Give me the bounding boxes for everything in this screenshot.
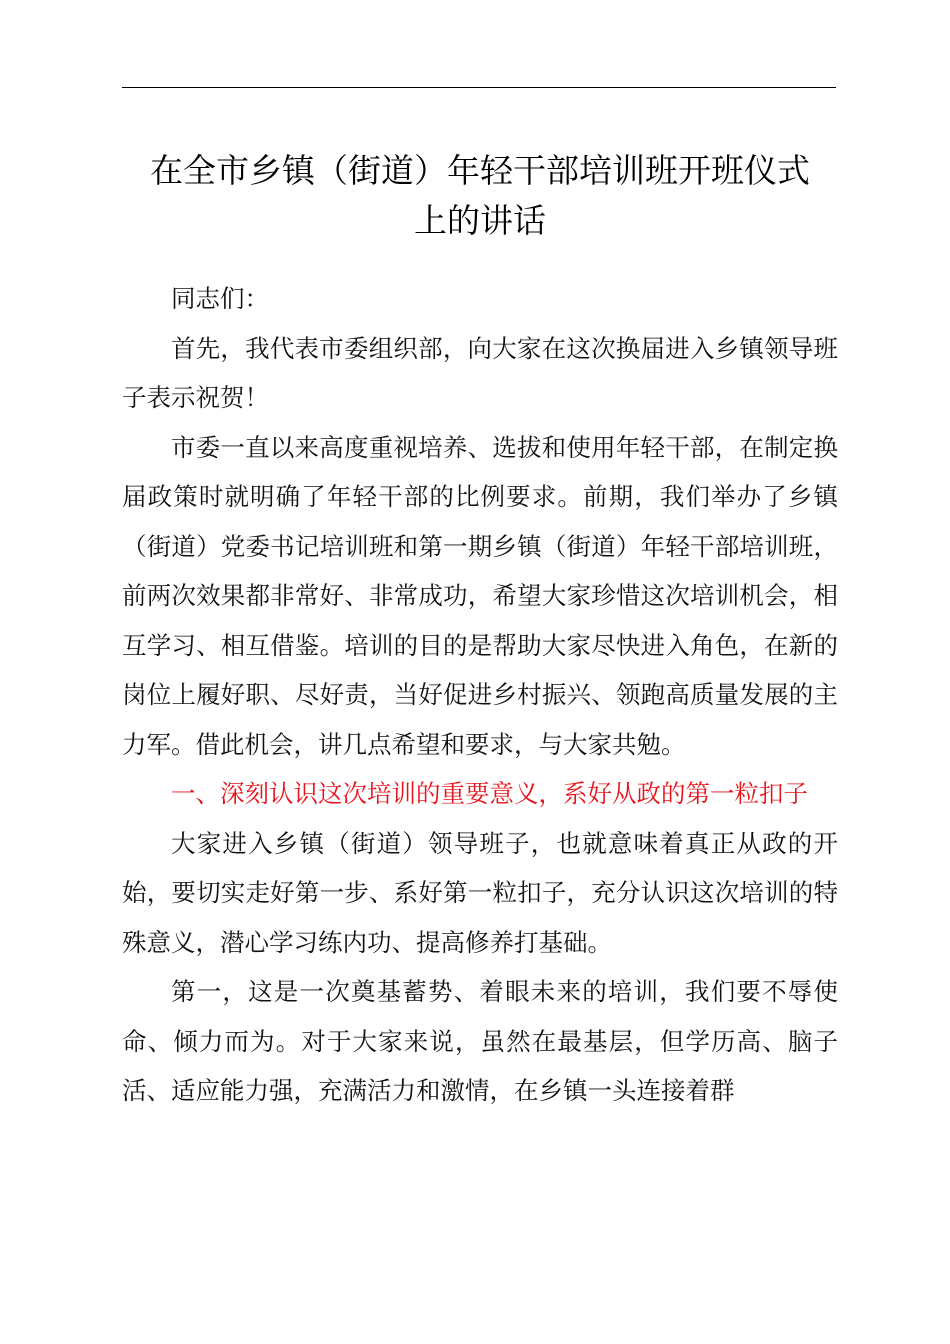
paragraph-congratulations: 首先，我代表市委组织部，向大家在这次换届进入乡镇领导班子表示祝贺！ — [122, 333, 838, 412]
paragraph-section1-intro: 大家进入乡镇（街道）领导班子，也就意味着真正从政的开始，要切实走好第一步、系好第一粒扣子，充分认识这次培训的特殊意义，潜心学习练内功、提高修养打基础。 — [122, 828, 838, 957]
title-line-1: 在全市乡镇（街道）年轻干部培训班开班仪式 — [150, 151, 810, 190]
title-line-2: 上的讲话 — [414, 201, 546, 240]
paragraph-background: 市委一直以来高度重视培养、选拔和使用年轻干部，在制定换届政策时就明确了年轻干部的比例要求。前期，我们举办了乡镇（街道）党委书记培训班和第一期乡镇（街道）年轻干部培训班，前两次效果都非常好、非常成功，希望大家珍惜这次培训机会，相互学习、相互借鉴。培训的目的是帮助大家尽快进入角色，在新的岗位上履好职、尽好责，当好促进乡村振兴、领跑高质量发展的主力军。借此机会，讲几点希望和要求，与大家共勉。 — [122, 432, 838, 759]
paragraph-section1-first-point: 第一，这是一次奠基蓄势、着眼未来的培训，我们要不辱使命、倾力而为。对于大家来说，虽然在最基层，但学历高、脑子活、适应能力强，充满活力和激情，在乡镇一头连接着群 — [122, 977, 838, 1105]
header-rule — [122, 87, 836, 88]
salutation: 同志们： — [171, 284, 269, 313]
document-body — [122, 274, 838, 1116]
section-heading-1: 一、深刻认识这次培训的重要意义，系好从政的第一粒扣子 — [171, 779, 808, 808]
document-title — [110, 146, 850, 246]
